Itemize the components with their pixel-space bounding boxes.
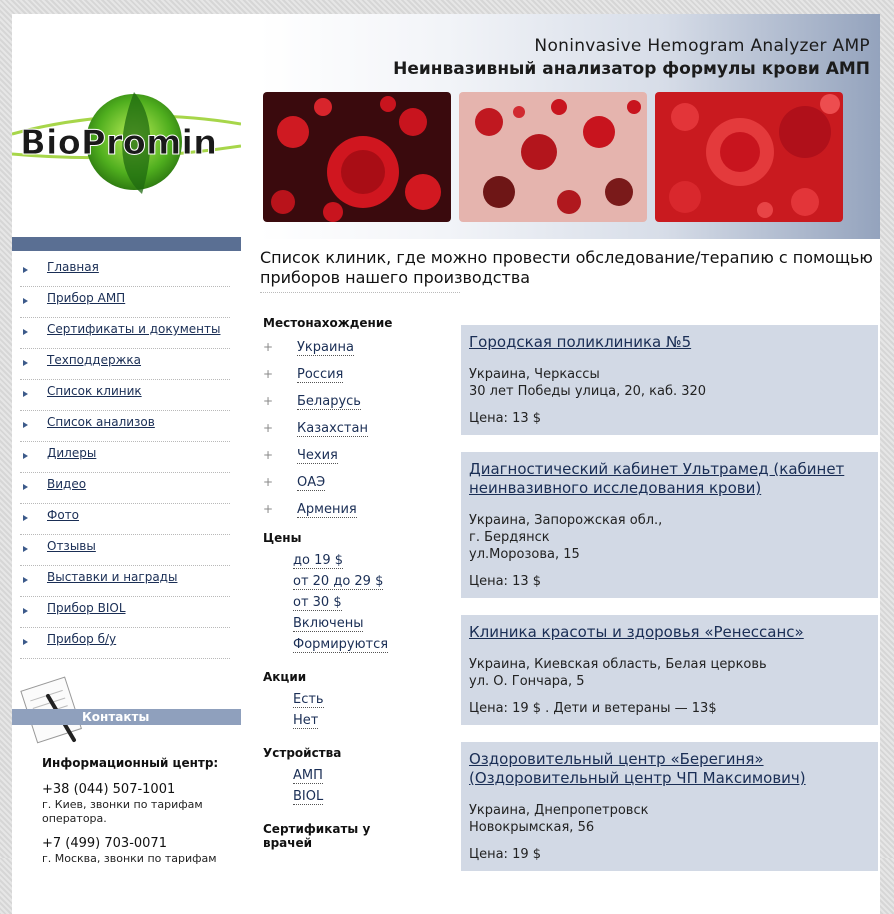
nav-header-bar bbox=[12, 237, 241, 251]
contacts-title: Контакты bbox=[82, 710, 150, 724]
clinic-card bbox=[461, 615, 878, 725]
plus-icon[interactable]: + bbox=[263, 340, 274, 354]
nav-item[interactable] bbox=[20, 597, 230, 628]
clinic-address-line: Украина, Запорожская обл., bbox=[469, 513, 663, 528]
bullet-icon bbox=[23, 515, 28, 521]
clinic-address-line: Новокрымская, 56 bbox=[469, 820, 595, 835]
price-link-forming[interactable]: Формируются bbox=[293, 637, 389, 652]
filter-panel bbox=[263, 316, 453, 860]
nav-link-dealers[interactable]: Дилеры bbox=[47, 446, 97, 460]
left-column bbox=[12, 14, 241, 914]
nav-link-biol[interactable]: Прибор BIOL bbox=[47, 601, 126, 615]
location-link-belarus[interactable]: Беларусь bbox=[297, 394, 361, 409]
bullet-icon bbox=[23, 329, 28, 335]
nav-item[interactable] bbox=[20, 380, 230, 411]
location-link-uae[interactable]: ОАЭ bbox=[297, 475, 326, 490]
clinic-list bbox=[461, 325, 878, 888]
nav-link-reviews[interactable]: Отзывы bbox=[47, 539, 96, 553]
phone-moscow-note: г. Москва, звонки по тарифам bbox=[42, 852, 217, 865]
price-option bbox=[293, 549, 453, 570]
plus-icon[interactable]: + bbox=[263, 475, 274, 489]
nav-item[interactable] bbox=[20, 628, 230, 659]
price-option bbox=[293, 570, 453, 591]
nav-link-certificates[interactable]: Сертификаты и документы bbox=[47, 322, 221, 336]
nav-item[interactable] bbox=[20, 473, 230, 504]
page bbox=[12, 14, 880, 914]
nav-item[interactable] bbox=[20, 504, 230, 535]
contacts-bar bbox=[12, 709, 241, 725]
price-option bbox=[293, 612, 453, 633]
logo-text: BioPromin bbox=[20, 123, 218, 163]
price-link-30-plus[interactable]: от 30 $ bbox=[293, 595, 342, 610]
location-item[interactable] bbox=[263, 475, 453, 502]
bullet-icon bbox=[23, 391, 28, 397]
plus-icon[interactable]: + bbox=[263, 421, 274, 435]
plus-icon[interactable]: + bbox=[263, 367, 274, 381]
clinic-price: Цена: 19 $ bbox=[469, 847, 542, 862]
banner-image-2 bbox=[459, 92, 647, 222]
clinic-price: Цена: 13 $ bbox=[469, 574, 542, 589]
bullet-icon bbox=[23, 546, 28, 552]
spacer bbox=[263, 654, 453, 670]
plus-icon[interactable]: + bbox=[263, 394, 274, 408]
location-heading: Местонахождение bbox=[263, 316, 393, 330]
bullet-icon bbox=[23, 267, 28, 273]
clinic-card bbox=[461, 325, 878, 435]
title-divider bbox=[260, 292, 460, 293]
device-heading: Устройства bbox=[263, 746, 342, 760]
spacer bbox=[263, 806, 453, 822]
location-link-russia[interactable]: Россия bbox=[297, 367, 344, 382]
clinic-address-line: Украина, Киевская область, Белая церковь bbox=[469, 657, 767, 672]
nav-item[interactable] bbox=[20, 535, 230, 566]
clinic-price: Цена: 19 $ . Дети и ветераны — 13$ bbox=[469, 701, 717, 716]
nav-link-used[interactable]: Прибор б/у bbox=[47, 632, 117, 646]
promo-link-no[interactable]: Нет bbox=[293, 713, 319, 728]
price-option bbox=[293, 591, 453, 612]
nav-link-home[interactable]: Главная bbox=[47, 260, 99, 274]
promo-option bbox=[293, 709, 453, 730]
clinic-name-link[interactable]: Городская поликлиника №5 bbox=[469, 333, 692, 351]
bullet-icon bbox=[23, 360, 28, 366]
info-heading: Информационный центр: bbox=[42, 756, 219, 770]
clinic-name-link[interactable]: Диагностический кабинет Ультрамед (кабинет неинвазивного исследования крови) bbox=[469, 460, 845, 497]
clinic-address-line: Украина, Черкассы bbox=[469, 367, 600, 382]
biopromin-logo[interactable] bbox=[12, 84, 241, 204]
price-link-included[interactable]: Включены bbox=[293, 616, 364, 631]
bullet-icon bbox=[23, 639, 28, 645]
clinic-card bbox=[461, 742, 878, 871]
clinic-card bbox=[461, 452, 878, 598]
header-title-en: Noninvasive Hemogram Analyzer AMP bbox=[534, 36, 870, 56]
nav-link-video[interactable]: Видео bbox=[47, 477, 87, 491]
clinic-address-line: 30 лет Победы улица, 20, каб. 320 bbox=[469, 384, 707, 399]
clinic-address-line: г. Бердянск bbox=[469, 530, 550, 545]
device-link-biol[interactable]: BIOL bbox=[293, 789, 324, 804]
location-item[interactable] bbox=[263, 448, 453, 475]
clinic-address-line: ул. О. Гончара, 5 bbox=[469, 674, 585, 689]
bullet-icon bbox=[23, 453, 28, 459]
bullet-icon bbox=[23, 422, 28, 428]
bullet-icon bbox=[23, 298, 28, 304]
bullet-icon bbox=[23, 577, 28, 583]
nav-link-clinics[interactable]: Список клиник bbox=[47, 384, 142, 398]
nav-item[interactable] bbox=[20, 411, 230, 442]
price-link-20-29[interactable]: от 20 до 29 $ bbox=[293, 574, 384, 589]
clinic-address-line: ул.Морозова, 15 bbox=[469, 547, 580, 562]
device-option bbox=[293, 785, 453, 806]
nav-link-analyses[interactable]: Список анализов bbox=[47, 415, 155, 429]
location-item[interactable] bbox=[263, 502, 453, 529]
location-item[interactable] bbox=[263, 421, 453, 448]
location-link-ukraine[interactable]: Украина bbox=[297, 340, 354, 355]
location-link-kazakhstan[interactable]: Казахстан bbox=[297, 421, 368, 436]
nav-link-support[interactable]: Техподдержка bbox=[47, 353, 142, 367]
cert-heading: Сертификаты у врачей bbox=[263, 822, 371, 850]
header-title-ru: Неинвазивный анализатор формулы крови АМП bbox=[393, 59, 870, 79]
location-item[interactable] bbox=[263, 394, 453, 421]
banner-image-3 bbox=[655, 92, 843, 222]
location-link-czechia[interactable]: Чехия bbox=[297, 448, 338, 463]
plus-icon[interactable]: + bbox=[263, 502, 274, 516]
device-link-amp[interactable]: АМП bbox=[293, 768, 323, 783]
clinic-address-line: Украина, Днепропетровск bbox=[469, 803, 649, 818]
nav-item[interactable] bbox=[20, 256, 230, 287]
nav-item[interactable] bbox=[20, 287, 230, 318]
nav-link-exhibitions[interactable]: Выставки и награды bbox=[47, 570, 178, 584]
location-item[interactable] bbox=[263, 367, 453, 394]
nav-item[interactable] bbox=[20, 442, 230, 473]
banner-image-1 bbox=[263, 92, 451, 222]
location-item[interactable] bbox=[263, 340, 453, 367]
nav-link-amp[interactable]: Прибор АМП bbox=[47, 291, 126, 305]
price-option bbox=[293, 633, 453, 654]
plus-icon[interactable]: + bbox=[263, 448, 274, 462]
nav-item[interactable] bbox=[20, 318, 230, 349]
main-nav bbox=[20, 256, 230, 659]
promo-link-yes[interactable]: Есть bbox=[293, 692, 324, 707]
clinic-name-link[interactable]: Оздоровительный центр «Берегиня» (Оздоровительный центр ЧП Максимович) bbox=[469, 750, 806, 787]
bullet-icon bbox=[23, 484, 28, 490]
phone-kiev-note: г. Киев, звонки по тарифам оператора. bbox=[42, 798, 203, 825]
phone-moscow[interactable]: +7 (499) 703-0071 bbox=[42, 836, 167, 851]
site-header bbox=[259, 14, 880, 239]
clinic-price: Цена: 13 $ bbox=[469, 411, 542, 426]
nav-link-photo[interactable]: Фото bbox=[47, 508, 80, 522]
clinic-name-link[interactable]: Клиника красоты и здоровья «Ренессанс» bbox=[469, 623, 804, 641]
phone-kiev[interactable]: +38 (044) 507-1001 bbox=[42, 782, 176, 797]
info-center bbox=[42, 756, 227, 876]
location-link-armenia[interactable]: Армения bbox=[297, 502, 357, 517]
price-heading: Цены bbox=[263, 531, 302, 545]
bullet-icon bbox=[23, 608, 28, 614]
price-link-under-19[interactable]: до 19 $ bbox=[293, 553, 344, 568]
page-title: Список клиник, где можно провести обследование/терапию с помощью приборов нашего производства bbox=[260, 248, 873, 287]
nav-item[interactable] bbox=[20, 566, 230, 597]
device-option bbox=[293, 764, 453, 785]
spacer bbox=[263, 730, 453, 746]
promo-option bbox=[293, 688, 453, 709]
nav-item[interactable] bbox=[20, 349, 230, 380]
promo-heading: Акции bbox=[263, 670, 307, 684]
